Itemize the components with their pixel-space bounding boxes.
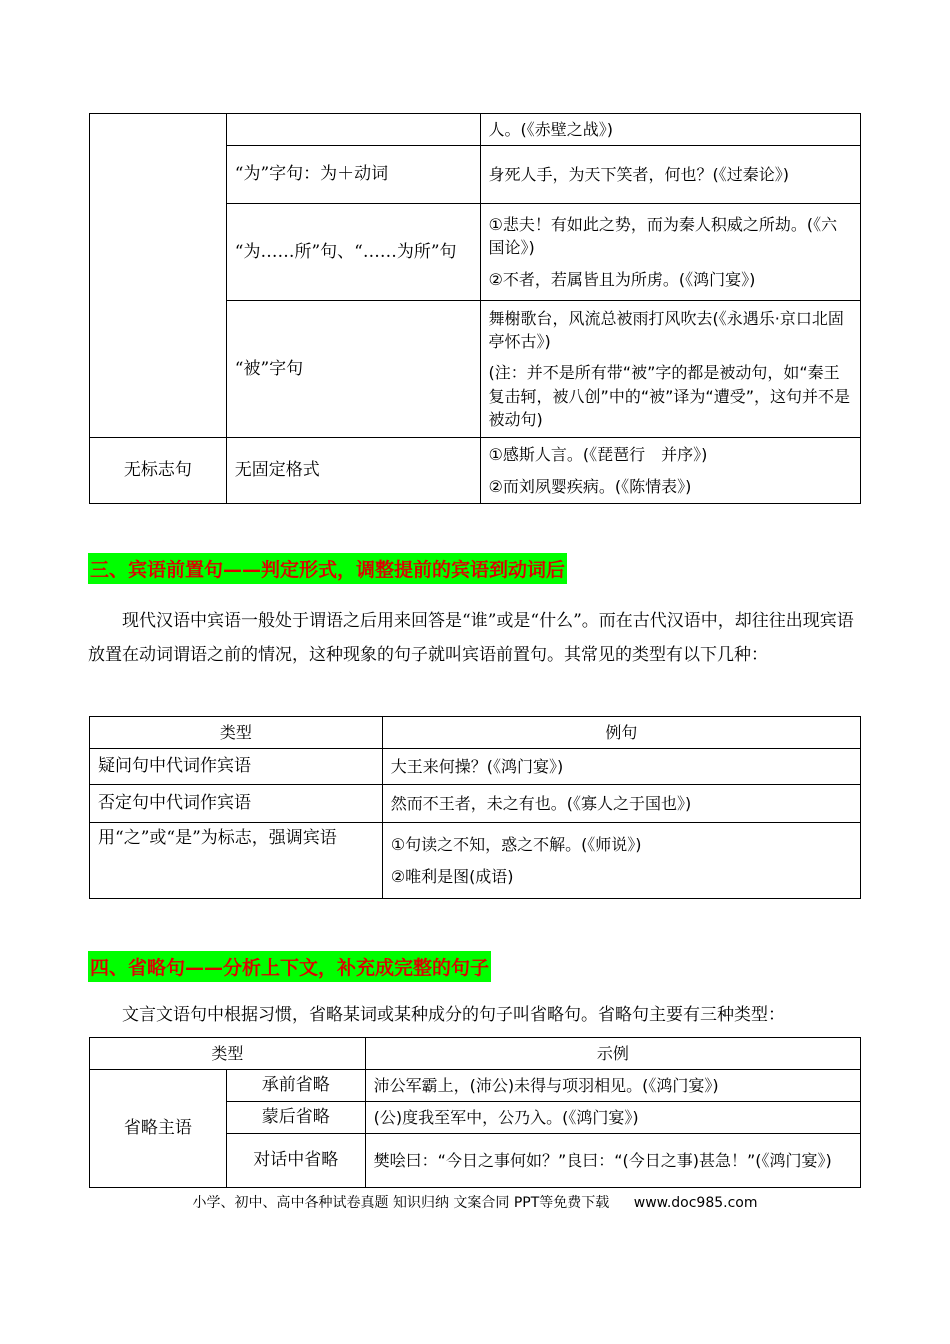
column-header: 例句 <box>382 717 860 749</box>
column-header: 类型 <box>90 717 383 749</box>
object-preposition-table <box>89 716 861 899</box>
passive-sentence-table <box>89 113 861 504</box>
type-cell: 否定句中代词作宾语 <box>90 785 383 823</box>
table-header-row <box>90 717 861 749</box>
page-footer <box>0 1192 950 1212</box>
table-row <box>90 438 861 504</box>
table-header-row <box>90 1038 861 1070</box>
omission-table <box>89 1037 861 1188</box>
example-cell: 舞榭歌台，风流总被雨打风吹去(《永遇乐·京口北固亭怀古》) (注：并不是所有带“被”字的都是被动句，如“秦王复击轲，被八创”中的“被”译为“遭受”，这句并不是被动句) <box>480 301 860 438</box>
column-header: 示例 <box>365 1038 860 1070</box>
category-cell: 省略主语 <box>90 1070 227 1188</box>
example-cell: 身死人手，为天下笑者，何也？(《过秦论》) <box>480 146 860 204</box>
table-row <box>90 1070 861 1102</box>
type-cell: “为……所”句、“……为所”句 <box>226 204 480 301</box>
type-cell: “被”字句 <box>226 301 480 438</box>
type-cell: “为”字句：为＋动词 <box>226 146 480 204</box>
example-cell: ①感斯人言。(《琵琶行 并序》) ②而刘夙婴疾病。(《陈情表》) <box>480 438 860 504</box>
footer-text: 小学、初中、高中各种试卷真题 知识归纳 文案合同 PPT等免费下载 <box>192 1195 610 1211</box>
type-cell: 无固定格式 <box>226 438 480 504</box>
example-cell: 沛公军霸上，(沛公)未得与项羽相见。(《鸿门宴》) <box>365 1070 860 1102</box>
example-cell: 樊哙曰：“今日之事何如？”良曰：“(今日之事)甚急！”(《鸿门宴》) <box>365 1134 860 1188</box>
column-header: 类型 <box>90 1038 366 1070</box>
sub-type-cell: 承前省略 <box>226 1070 365 1102</box>
type-cell: 用“之”或“是”为标志，强调宾语 <box>90 823 383 899</box>
table-row <box>90 749 861 785</box>
section-heading: 三、宾语前置句——判定形式，调整提前的宾语到动词后 <box>88 553 567 584</box>
table-row <box>90 785 861 823</box>
example-cell: 大王来何操？(《鸿门宴》) <box>382 749 860 785</box>
table-row <box>90 823 861 899</box>
section-heading: 四、省略句——分析上下文，补充成完整的句子 <box>88 951 491 982</box>
type-cell: 疑问句中代词作宾语 <box>90 749 383 785</box>
example-cell: ①句读之不知，惑之不解。(《师说》) ②唯利是图(成语) <box>382 823 860 899</box>
example-cell: 人。(《赤壁之战》) <box>480 114 860 146</box>
category-cell: 无标志句 <box>90 438 227 504</box>
example-cell: ①悲夫！有如此之势，而为秦人积威之所劫。(《六国论》) ②不者，若属皆且为所虏。(《鸿门宴》) <box>480 204 860 301</box>
section-paragraph: 现代汉语中宾语一般处于谓语之后用来回答是“谁”或是“什么”。而在古代汉语中，却往往出现宾语放置在动词谓语之前的情况，这种现象的句子就叫宾语前置句。其常见的类型有以下几种： <box>88 611 854 665</box>
table-cell <box>90 114 227 438</box>
section-paragraph: 文言文语句中根据习惯，省略某词或某种成分的句子叫省略句。省略句主要有三种类型： <box>122 1005 785 1025</box>
table-row <box>90 114 861 146</box>
sub-type-cell: 对话中省略 <box>226 1134 365 1188</box>
sub-type-cell: 蒙后省略 <box>226 1102 365 1134</box>
table-cell <box>226 114 480 146</box>
example-cell: (公)度我至军中，公乃入。(《鸿门宴》) <box>365 1102 860 1134</box>
footer-url[interactable]: www.doc985.com <box>633 1195 758 1211</box>
example-cell: 然而不王者，未之有也。(《寡人之于国也》) <box>382 785 860 823</box>
